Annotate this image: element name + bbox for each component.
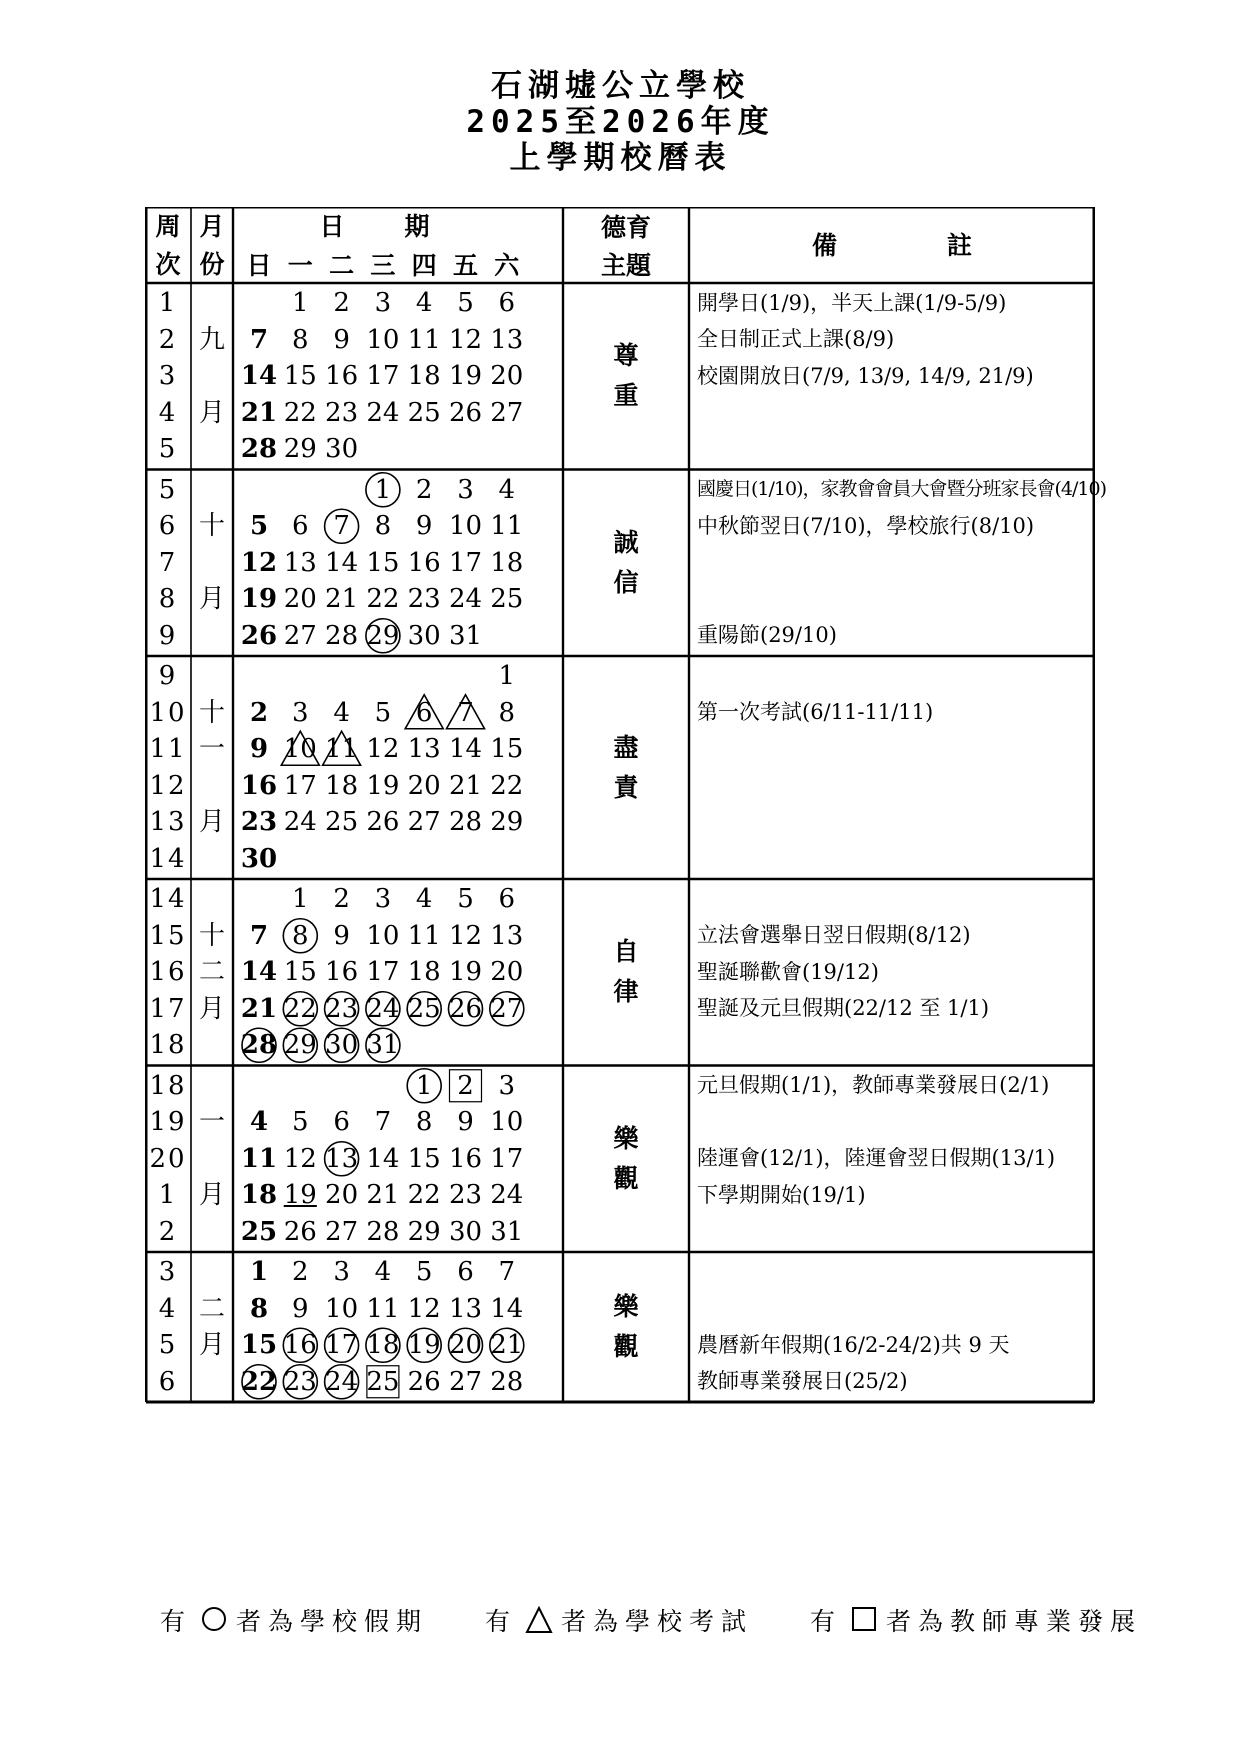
week-number: 15 bbox=[149, 920, 187, 951]
month-char: 月 bbox=[198, 584, 225, 615]
calendar-day: 25 bbox=[366, 1366, 400, 1397]
calendar-day: 4 bbox=[249, 1107, 269, 1138]
calendar-day: 19 bbox=[448, 957, 483, 988]
header-remarks: 備註 bbox=[811, 230, 1082, 260]
calendar-day: 25 bbox=[407, 397, 441, 428]
calendar-day: 22 bbox=[240, 1366, 278, 1397]
month-char: 月 bbox=[198, 397, 225, 428]
calendar-day: 22 bbox=[407, 1180, 441, 1211]
calendar-day: 16 bbox=[325, 957, 359, 988]
theme-char: 責 bbox=[613, 772, 639, 802]
calendar-day: 8 bbox=[374, 511, 392, 542]
calendar-day: 27 bbox=[407, 807, 441, 838]
calendar-day: 21 bbox=[366, 1180, 400, 1211]
triangle-icon bbox=[525, 1606, 553, 1634]
calendar-day: 4 bbox=[374, 1257, 392, 1288]
calendar-day: 5 bbox=[415, 1257, 433, 1288]
calendar-day: 26 bbox=[366, 807, 400, 838]
calendar-day: 20 bbox=[407, 770, 441, 801]
calendar-day: 18 bbox=[325, 770, 359, 801]
calendar-day: 17 bbox=[325, 1330, 359, 1361]
week-number: 5 bbox=[158, 434, 178, 465]
month-char: 九 bbox=[198, 324, 225, 355]
calendar-day: 27 bbox=[283, 620, 317, 651]
calendar-day: 2 bbox=[333, 288, 350, 319]
calendar-day: 12 bbox=[448, 324, 483, 355]
week-number: 12 bbox=[149, 770, 187, 801]
weekday-3: 三 bbox=[370, 250, 396, 280]
month-char: 十 bbox=[198, 511, 225, 542]
calendar-day: 16 bbox=[283, 1330, 317, 1361]
remark-text: 下學期開始(19/1) bbox=[697, 1182, 866, 1207]
month-char: 十 bbox=[198, 920, 225, 951]
calendar-day: 13 bbox=[490, 324, 524, 355]
calendar-day: 10 bbox=[366, 920, 400, 951]
calendar-day: 14 bbox=[240, 957, 278, 988]
remark-text: 元旦假期(1/1)，教師專業發展日(2/1) bbox=[697, 1073, 1050, 1098]
week-number: 14 bbox=[149, 884, 187, 915]
calendar-day: 14 bbox=[240, 361, 278, 392]
calendar-day: 15 bbox=[490, 734, 524, 765]
header-week-1: 周 bbox=[155, 211, 181, 241]
calendar-day: 16 bbox=[325, 361, 359, 392]
week-number: 13 bbox=[149, 807, 187, 838]
calendar-day: 17 bbox=[366, 361, 400, 392]
week-number: 9 bbox=[158, 661, 178, 692]
theme-char: 樂 bbox=[613, 1292, 639, 1321]
legend-item-triangle bbox=[485, 1600, 753, 1640]
calendar-day: 18 bbox=[240, 1180, 278, 1211]
school-calendar-table bbox=[145, 207, 1106, 1548]
calendar-day: 6 bbox=[415, 697, 433, 728]
theme-char: 觀 bbox=[613, 1332, 639, 1361]
calendar-day: 9 bbox=[415, 511, 433, 542]
remark-text: 聖誕聯歡會(19/12) bbox=[697, 959, 879, 984]
weekday-2: 二 bbox=[329, 250, 355, 280]
calendar-day: 12 bbox=[407, 1293, 441, 1324]
calendar-day: 20 bbox=[325, 1180, 359, 1211]
remark-text: 全日制正式上課(8/9) bbox=[697, 327, 895, 352]
theme-char: 盡 bbox=[613, 732, 639, 762]
calendar-day: 11 bbox=[325, 734, 359, 765]
calendar-day: 7 bbox=[374, 1107, 392, 1138]
calendar-day: 20 bbox=[448, 1330, 483, 1361]
calendar-day: 16 bbox=[240, 770, 278, 801]
calendar-day: 9 bbox=[249, 734, 269, 765]
week-number: 18 bbox=[149, 1070, 187, 1101]
legend-prefix: 有 bbox=[810, 1607, 843, 1636]
calendar-day: 14 bbox=[448, 734, 483, 765]
calendar-day: 15 bbox=[283, 957, 317, 988]
week-number: 2 bbox=[158, 1216, 178, 1247]
calendar-day: 3 bbox=[333, 1257, 350, 1288]
calendar-day: 28 bbox=[366, 1216, 400, 1247]
calendar-day: 13 bbox=[325, 1143, 359, 1174]
calendar-day: 18 bbox=[490, 547, 524, 578]
calendar-day: 14 bbox=[490, 1293, 524, 1324]
theme-char: 尊 bbox=[613, 341, 639, 371]
calendar-title: 上學期校曆表 bbox=[509, 140, 732, 176]
calendar-day: 16 bbox=[448, 1143, 483, 1174]
calendar-day: 5 bbox=[249, 511, 269, 542]
calendar-day: 24 bbox=[448, 584, 483, 615]
remark-text: 校園開放日(7/9, 13/9, 14/9, 21/9) bbox=[697, 363, 1034, 388]
weekday-0: 日 bbox=[246, 250, 272, 280]
calendar-day: 15 bbox=[240, 1330, 278, 1361]
calendar-day: 19 bbox=[366, 770, 400, 801]
week-number: 9 bbox=[158, 620, 178, 651]
remark-text: 陸運會(12/1)，陸運會翌日假期(13/1) bbox=[697, 1146, 1056, 1171]
calendar-day: 19 bbox=[407, 1330, 441, 1361]
calendar-day: 8 bbox=[292, 920, 309, 951]
month-char: 一 bbox=[198, 734, 225, 765]
month-char: 月 bbox=[198, 1330, 225, 1361]
calendar-day: 21 bbox=[325, 584, 359, 615]
remark-text: 農曆新年假期(16/2-24/2)共 9 天 bbox=[697, 1332, 1010, 1357]
calendar-day: 7 bbox=[333, 511, 350, 542]
calendar-day: 3 bbox=[498, 1070, 516, 1101]
theme-char: 信 bbox=[613, 567, 639, 597]
calendar-day: 20 bbox=[490, 361, 524, 392]
calendar-day: 28 bbox=[240, 1030, 278, 1061]
week-number: 19 bbox=[149, 1107, 187, 1138]
calendar-day: 14 bbox=[325, 547, 359, 578]
calendar-day: 19 bbox=[283, 1180, 317, 1211]
moral-theme bbox=[563, 1066, 689, 1253]
calendar-day: 12 bbox=[448, 920, 483, 951]
weekday-5: 五 bbox=[452, 250, 478, 280]
calendar-day: 11 bbox=[366, 1293, 400, 1324]
calendar-day: 15 bbox=[407, 1143, 441, 1174]
calendar-day: 2 bbox=[249, 697, 269, 728]
calendar-day: 6 bbox=[292, 511, 309, 542]
week-number: 3 bbox=[158, 1257, 178, 1288]
calendar-day: 24 bbox=[325, 1366, 359, 1397]
header-week-2: 次 bbox=[155, 249, 181, 279]
calendar-day: 23 bbox=[448, 1180, 483, 1211]
remark-text: 中秋節翌日(7/10)，學校旅行(8/10) bbox=[697, 513, 1035, 538]
theme-char: 律 bbox=[613, 977, 639, 1007]
calendar-day: 10 bbox=[448, 511, 483, 542]
calendar-day: 13 bbox=[407, 734, 441, 765]
calendar-day: 29 bbox=[490, 807, 524, 838]
square-icon bbox=[850, 1606, 878, 1634]
legend-prefix: 有 bbox=[160, 1607, 193, 1636]
calendar-day: 7 bbox=[498, 1257, 516, 1288]
week-number: 7 bbox=[158, 547, 178, 578]
calendar-day: 28 bbox=[448, 807, 483, 838]
remark-text: 教師專業發展日(25/2) bbox=[697, 1369, 908, 1394]
moral-theme bbox=[563, 283, 689, 470]
month-char: 十 bbox=[198, 697, 225, 728]
calendar-day: 25 bbox=[407, 993, 441, 1024]
calendar-day: 25 bbox=[325, 807, 359, 838]
calendar-day: 8 bbox=[415, 1107, 433, 1138]
calendar-day: 31 bbox=[490, 1216, 524, 1247]
month-char: 一 bbox=[198, 1107, 225, 1138]
calendar-day: 7 bbox=[249, 324, 269, 355]
week-number: 8 bbox=[158, 584, 178, 615]
calendar-day: 18 bbox=[407, 361, 441, 392]
calendar-day: 28 bbox=[240, 434, 278, 465]
calendar-day: 10 bbox=[283, 734, 317, 765]
calendar-day: 30 bbox=[448, 1216, 483, 1247]
calendar-day: 30 bbox=[240, 843, 278, 874]
week-number: 17 bbox=[149, 993, 187, 1024]
week-number: 4 bbox=[158, 1293, 178, 1324]
calendar-day: 2 bbox=[415, 474, 433, 505]
calendar-day: 21 bbox=[240, 993, 278, 1024]
remark-text: 國慶日(1/10)，家教會會員大會暨分班家長會(4/10) bbox=[697, 478, 1106, 501]
week-number: 3 bbox=[158, 361, 178, 392]
calendar-day: 12 bbox=[366, 734, 400, 765]
calendar-day: 23 bbox=[283, 1366, 317, 1397]
calendar-day: 1 bbox=[415, 1070, 433, 1101]
calendar-day: 22 bbox=[283, 993, 317, 1024]
week-number: 16 bbox=[149, 957, 187, 988]
calendar-day: 18 bbox=[407, 957, 441, 988]
calendar-day: 30 bbox=[325, 434, 359, 465]
calendar-day: 10 bbox=[366, 324, 400, 355]
calendar-day: 11 bbox=[407, 324, 441, 355]
week-number: 4 bbox=[158, 397, 178, 428]
calendar-day: 1 bbox=[292, 288, 309, 319]
calendar-day: 12 bbox=[283, 1143, 317, 1174]
week-number: 2 bbox=[158, 324, 178, 355]
calendar-day: 6 bbox=[498, 288, 516, 319]
school-name: 石湖墟公立學校 bbox=[491, 68, 750, 104]
calendar-day: 26 bbox=[448, 993, 483, 1024]
header-date-2: 期 bbox=[404, 211, 430, 241]
week-number: 1 bbox=[158, 1180, 178, 1211]
theme-char: 觀 bbox=[613, 1163, 639, 1193]
calendar-day: 20 bbox=[283, 584, 317, 615]
calendar-day: 29 bbox=[283, 1030, 317, 1061]
calendar-day: 26 bbox=[283, 1216, 317, 1247]
calendar-day: 27 bbox=[490, 993, 524, 1024]
academic-year: 2025至2026年度 bbox=[466, 104, 775, 140]
calendar-day: 1 bbox=[292, 884, 309, 915]
calendar-day: 3 bbox=[374, 884, 392, 915]
week-number: 6 bbox=[158, 1366, 178, 1397]
calendar-day: 21 bbox=[448, 770, 483, 801]
calendar-day: 11 bbox=[407, 920, 441, 951]
calendar-day: 17 bbox=[366, 957, 400, 988]
calendar-day: 5 bbox=[292, 1107, 309, 1138]
legend-text: 者為教師專業發展 bbox=[886, 1607, 1143, 1636]
calendar-day: 13 bbox=[490, 920, 524, 951]
month-char: 月 bbox=[198, 993, 225, 1024]
calendar-day: 23 bbox=[325, 993, 359, 1024]
calendar-day: 17 bbox=[490, 1143, 524, 1174]
calendar-day: 4 bbox=[333, 697, 350, 728]
calendar-day: 22 bbox=[490, 770, 524, 801]
calendar-day: 2 bbox=[457, 1070, 474, 1101]
theme-char: 樂 bbox=[613, 1123, 639, 1153]
calendar-day: 11 bbox=[240, 1143, 278, 1174]
calendar-day: 24 bbox=[366, 993, 400, 1024]
calendar-day: 19 bbox=[240, 584, 278, 615]
calendar-day: 2 bbox=[292, 1257, 309, 1288]
calendar-day: 28 bbox=[490, 1366, 524, 1397]
week-number: 18 bbox=[149, 1030, 187, 1061]
week-number: 10 bbox=[149, 697, 187, 728]
calendar-day: 20 bbox=[490, 957, 524, 988]
calendar-day: 23 bbox=[325, 397, 359, 428]
calendar-day: 16 bbox=[407, 547, 441, 578]
calendar-day: 10 bbox=[325, 1293, 359, 1324]
week-number: 6 bbox=[158, 511, 178, 542]
header-theme-1: 德育 bbox=[600, 212, 651, 242]
weekday-6: 六 bbox=[494, 250, 520, 280]
calendar-day: 23 bbox=[240, 807, 278, 838]
calendar-day: 11 bbox=[490, 511, 524, 542]
remark-text: 聖誕及元旦假期(22/12 至 1/1) bbox=[697, 996, 990, 1021]
legend-item-circle bbox=[160, 1600, 428, 1640]
week-number: 11 bbox=[149, 734, 187, 765]
remark-text: 第一次考試(6/11-11/11) bbox=[697, 700, 934, 725]
calendar-day: 27 bbox=[490, 397, 524, 428]
header-month-1: 月 bbox=[199, 211, 225, 241]
week-number: 5 bbox=[158, 1330, 178, 1361]
calendar-day: 23 bbox=[407, 584, 441, 615]
calendar-day: 8 bbox=[292, 324, 309, 355]
calendar-day: 4 bbox=[415, 288, 433, 319]
legend-text: 者為學校假期 bbox=[236, 1607, 429, 1636]
theme-char: 重 bbox=[613, 381, 639, 411]
calendar-day: 22 bbox=[283, 397, 317, 428]
month-char: 二 bbox=[198, 957, 225, 988]
week-number: 14 bbox=[149, 843, 187, 874]
calendar-day: 25 bbox=[490, 584, 524, 615]
calendar-day: 31 bbox=[448, 620, 483, 651]
legend bbox=[0, 1600, 1241, 1640]
header-date-1: 日 bbox=[319, 211, 345, 241]
calendar-day: 29 bbox=[366, 620, 400, 651]
circle-icon bbox=[200, 1606, 228, 1634]
calendar-day: 28 bbox=[325, 620, 359, 651]
remark-text: 開學日(1/9)，半天上課(1/9-5/9) bbox=[697, 290, 1007, 315]
calendar-day: 31 bbox=[366, 1030, 400, 1061]
calendar-day: 9 bbox=[333, 920, 350, 951]
calendar-day: 3 bbox=[292, 697, 309, 728]
calendar-day: 5 bbox=[374, 697, 392, 728]
calendar-day: 17 bbox=[448, 547, 483, 578]
month-char: 二 bbox=[198, 1293, 225, 1324]
theme-char: 自 bbox=[613, 937, 639, 967]
calendar-day: 24 bbox=[283, 807, 317, 838]
calendar-day: 5 bbox=[457, 288, 474, 319]
calendar-day: 7 bbox=[457, 697, 474, 728]
calendar-day: 1 bbox=[249, 1257, 269, 1288]
calendar-day: 4 bbox=[415, 884, 433, 915]
calendar-day: 5 bbox=[457, 884, 474, 915]
calendar-day: 19 bbox=[448, 361, 483, 392]
calendar-day: 6 bbox=[333, 1107, 350, 1138]
calendar-day: 2 bbox=[333, 884, 350, 915]
calendar-day: 27 bbox=[325, 1216, 359, 1247]
calendar-day: 26 bbox=[407, 1366, 441, 1397]
calendar-day: 14 bbox=[366, 1143, 400, 1174]
calendar-day: 1 bbox=[374, 474, 392, 505]
calendar-day: 1 bbox=[498, 661, 516, 692]
calendar-day: 22 bbox=[366, 584, 400, 615]
calendar-day: 13 bbox=[448, 1293, 483, 1324]
calendar-day: 3 bbox=[374, 288, 392, 319]
calendar-day: 25 bbox=[240, 1216, 278, 1247]
month-char: 月 bbox=[198, 807, 225, 838]
week-number: 20 bbox=[149, 1143, 187, 1174]
moral-theme bbox=[563, 1252, 689, 1402]
month-char: 月 bbox=[198, 1180, 225, 1211]
week-number: 1 bbox=[158, 288, 178, 319]
calendar-day: 24 bbox=[366, 397, 400, 428]
calendar-day: 8 bbox=[498, 697, 516, 728]
calendar-day: 29 bbox=[283, 434, 317, 465]
calendar-day: 17 bbox=[283, 770, 317, 801]
weekday-4: 四 bbox=[411, 250, 437, 280]
remark-text: 重陽節(29/10) bbox=[697, 623, 837, 648]
calendar-day: 27 bbox=[448, 1366, 483, 1397]
calendar-day: 6 bbox=[498, 884, 516, 915]
calendar-day: 9 bbox=[292, 1293, 309, 1324]
calendar-day: 21 bbox=[240, 397, 278, 428]
calendar-day: 7 bbox=[249, 920, 269, 951]
calendar-day: 15 bbox=[283, 361, 317, 392]
calendar-day: 26 bbox=[240, 620, 278, 651]
moral-theme bbox=[563, 879, 689, 1066]
calendar-day: 12 bbox=[240, 547, 278, 578]
calendar-day: 30 bbox=[325, 1030, 359, 1061]
calendar-day: 15 bbox=[366, 547, 400, 578]
calendar-day: 18 bbox=[366, 1330, 400, 1361]
calendar-day: 30 bbox=[407, 620, 441, 651]
legend-item-square bbox=[810, 1600, 1142, 1640]
header-theme-2: 主題 bbox=[600, 250, 651, 280]
moral-theme bbox=[563, 656, 689, 879]
remark-text: 立法會選舉日翌日假期(8/12) bbox=[697, 923, 971, 948]
calendar-day: 13 bbox=[283, 547, 317, 578]
theme-char: 誠 bbox=[613, 527, 639, 557]
legend-prefix: 有 bbox=[485, 1607, 518, 1636]
calendar-day: 29 bbox=[407, 1216, 441, 1247]
calendar-day: 3 bbox=[457, 474, 474, 505]
calendar-day: 9 bbox=[457, 1107, 474, 1138]
legend-text: 者為學校考試 bbox=[561, 1607, 754, 1636]
weekday-1: 一 bbox=[287, 250, 313, 280]
calendar-day: 9 bbox=[333, 324, 350, 355]
moral-theme bbox=[563, 470, 689, 657]
calendar-day: 21 bbox=[490, 1330, 524, 1361]
calendar-day: 24 bbox=[490, 1180, 524, 1211]
week-number: 5 bbox=[158, 474, 178, 505]
header-month-2: 份 bbox=[199, 249, 225, 279]
calendar-day: 26 bbox=[448, 397, 483, 428]
calendar-day: 6 bbox=[457, 1257, 474, 1288]
calendar-day: 4 bbox=[498, 474, 516, 505]
calendar-day: 8 bbox=[249, 1293, 269, 1324]
calendar-day: 10 bbox=[490, 1107, 524, 1138]
